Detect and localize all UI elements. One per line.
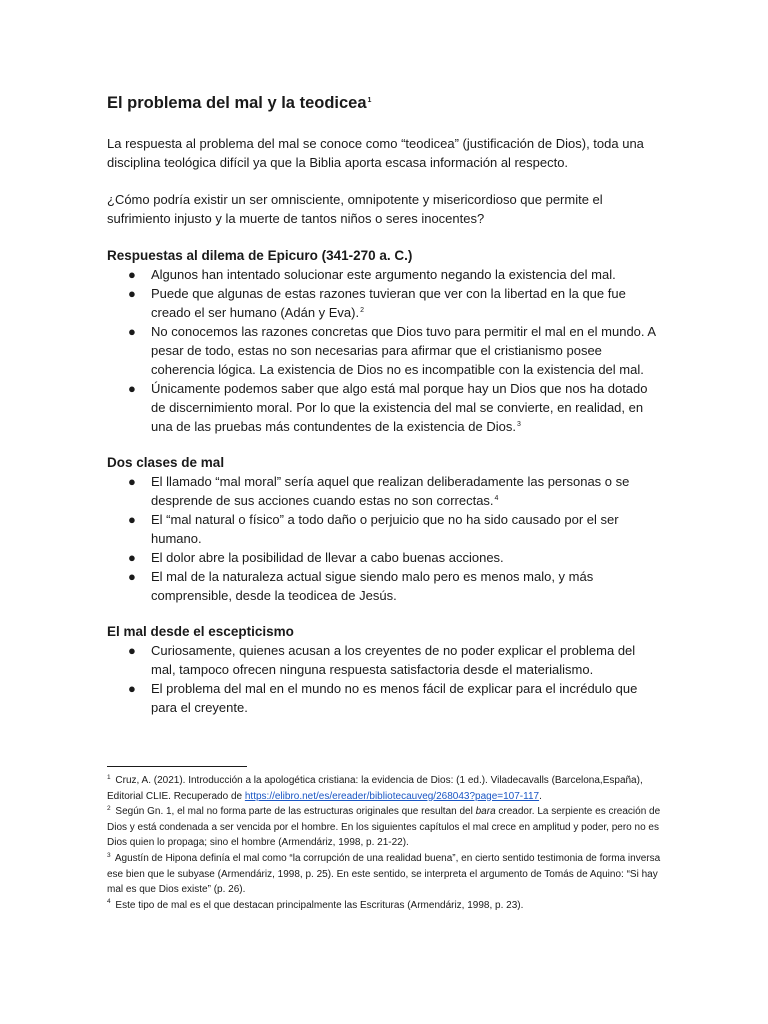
footnote-2: $^2$ Según Gn. 1, el mal no forma parte de las estructuras originales que resultan del bara creador. La serpiente es creación de Dios y está condenada a ser vencida por el hombre. En los siguientes capítulos el mal crece en amplitud y poder, pero no es Dios quien lo propaga; sino el hombre (Armendáriz, 1998, p. 21-22). xyxy=(107,804,661,849)
bullet-icon: ● xyxy=(128,550,136,565)
footnote-number: 1 xyxy=(107,773,111,781)
bullet-icon: ● xyxy=(128,643,136,658)
intro-question: ¿Cómo podría existir un ser omnisciente, omnipotente y misericordioso que permite el sufrimiento injusto y la muerte de tantos niños o seres inocentes? xyxy=(107,192,603,226)
document-body xyxy=(107,92,662,734)
footnote-ref[interactable]: 1 xyxy=(367,96,372,104)
footnote-number: 4 xyxy=(107,898,111,906)
section-heading: Respuestas al dilema de Epicuro (341-270 a. C.) xyxy=(107,248,413,263)
bullet-icon: ● xyxy=(128,381,136,396)
source-link[interactable]: https://elibro.net/es/ereader/bibliotecauveg/268043?page=107-117 xyxy=(244,790,540,802)
intro-paragraph: La respuesta al problema del mal se conoce como “teodicea” (justificación de Dios), toda una disciplina teológica difícil ya que la Biblia aporta escasa información al respecto. xyxy=(107,136,644,170)
footnote-number: 2 xyxy=(107,804,111,812)
bullet-icon: ● xyxy=(128,286,136,301)
bullet-icon: ● xyxy=(128,512,136,527)
list-item: ● Puede que algunas de estas razones tuvieran que ver con la libertad en la que fue creado el ser humano (Adán y Eva).$^2$ xyxy=(128,286,626,320)
bullet-icon: ● xyxy=(128,324,136,339)
list-item: ● El dolor abre la posibilidad de llevar a cabo buenas acciones. xyxy=(128,550,504,565)
footnote-4: $^4$ Este tipo de mal es el que destacan principalmente las Escrituras (Armendáriz, 1998, p. 23). xyxy=(107,898,524,911)
list-item: ● Algunos han intentado solucionar este argumento negando la existencia del mal. xyxy=(128,267,616,282)
footnote-3: $^3$ Agustín de Hipona definía el mal como “la corrupción de una realidad buena”, en cierto sentido testimonia de forma inversa ese bien que le subyase (Armendáriz, 1998, p. 25). En este sentido, se interpreta el argumento de Tomás de Aquino: “Si hay mal es que Dios existe” (p. 26). xyxy=(107,851,661,896)
list-item: ● El problema del mal en el mundo no es menos fácil de explicar para el incrédulo que para el creyente. xyxy=(128,681,638,715)
bullet-list xyxy=(107,641,662,717)
list-item: ● El “mal natural o físico” a todo daño o perjuicio que no ha sido causado por el ser humano. xyxy=(128,512,619,546)
bullet-list xyxy=(107,265,662,436)
document-title: El problema del mal y la teodicea$^1$ xyxy=(107,94,372,112)
footnote-number: 3 xyxy=(107,851,111,859)
list-item: ● El mal de la naturaleza actual sigue siendo malo pero es menos malo, y más comprensible, desde la teodicea de Jesús. xyxy=(128,569,594,603)
footnotes xyxy=(107,766,662,913)
section-heading: El mal desde el escepticismo xyxy=(107,624,294,639)
footnote-separator xyxy=(107,766,247,767)
footnote-ref[interactable]: 2 xyxy=(360,306,365,314)
bullet-list xyxy=(107,472,662,605)
list-item: ● Curiosamente, quienes acusan a los creyentes de no poder explicar el problema del mal, tampoco ofrecen ninguna respuesta satisfactoria desde el materialismo. xyxy=(128,643,636,677)
footnote-1: $^1$ Cruz, A. (2021). Introducción a la apologética cristiana: la evidencia de Dios: (1 ed.). Viladecavalls (Barcelona,España), Editorial CLIE. Recuperado de https://elibro.net/es/ereader/bibliotecauveg/268043?page=107-117. xyxy=(107,773,643,802)
bullet-icon: ● xyxy=(128,474,136,489)
section-heading: Dos clases de mal xyxy=(107,455,225,470)
list-item: ● Únicamente podemos saber que algo está mal porque hay un Dios que nos ha dotado de discernimiento moral. Por lo que la existencia del mal se convierte, en realidad, en una de las pruebas más contundentes de la existencia de Dios.$^3$ xyxy=(128,381,648,434)
list-item: ● No conocemos las razones concretas que Dios tuvo para permitir el mal en el mundo. A pesar de todo, estas no son necesarias para afirmar que el cristianismo posee coherencia lógica. La existencia de Dios no es incompatible con la existencia del mal. xyxy=(128,324,656,377)
footnote-ref[interactable]: 4 xyxy=(494,494,499,502)
bullet-icon: ● xyxy=(128,267,136,282)
footnote-ref[interactable]: 3 xyxy=(516,420,521,428)
list-item: ● El llamado “mal moral” sería aquel que realizan deliberadamente las personas o se desprende de sus acciones cuando estas no son correctas.$^4$ xyxy=(128,474,630,508)
bullet-icon: ● xyxy=(128,681,136,696)
bullet-icon: ● xyxy=(128,569,136,584)
